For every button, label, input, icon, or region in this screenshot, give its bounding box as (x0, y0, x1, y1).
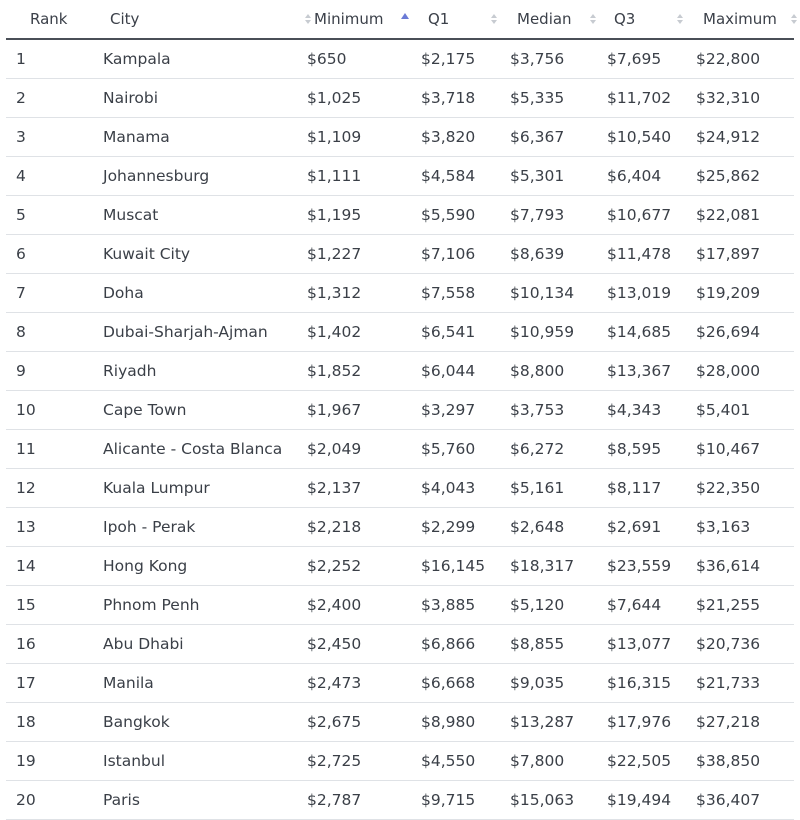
cell-q1: $7,106 (421, 235, 510, 274)
cell-minimum: $2,400 (307, 586, 421, 625)
cell-city: Istanbul (103, 742, 307, 781)
cell-q3: $11,702 (607, 79, 696, 118)
cell-q1: $5,760 (421, 430, 510, 469)
table-row (6, 235, 794, 274)
sort-icon[interactable] (491, 14, 497, 24)
cell-median: $6,272 (510, 430, 607, 469)
cell-minimum: $1,312 (307, 274, 421, 313)
cell-rank: 8 (6, 313, 103, 352)
cell-maximum: $32,310 (696, 79, 794, 118)
cell-median: $10,134 (510, 274, 607, 313)
cell-city: Cape Town (103, 391, 307, 430)
cell-city: Bangkok (103, 703, 307, 742)
column-header-label: Maximum (703, 10, 777, 28)
cell-q3: $13,019 (607, 274, 696, 313)
cell-rank: 16 (6, 625, 103, 664)
table-row (6, 625, 794, 664)
column-header-label: City (110, 10, 140, 28)
cell-rank: 3 (6, 118, 103, 157)
column-header-label: Q3 (614, 10, 636, 28)
cell-q1: $7,558 (421, 274, 510, 313)
cell-city: Nairobi (103, 79, 307, 118)
cell-city: Abu Dhabi (103, 625, 307, 664)
cell-median: $9,035 (510, 664, 607, 703)
cell-q3: $7,695 (607, 39, 696, 79)
cell-minimum: $2,049 (307, 430, 421, 469)
cell-q3: $13,077 (607, 625, 696, 664)
cell-median: $7,793 (510, 196, 607, 235)
cell-median: $13,287 (510, 703, 607, 742)
column-header-maximum[interactable] (696, 0, 794, 39)
cell-minimum: $2,787 (307, 781, 421, 820)
cell-q3: $7,644 (607, 586, 696, 625)
cell-rank: 1 (6, 39, 103, 79)
cell-rank: 13 (6, 508, 103, 547)
cell-maximum: $36,614 (696, 547, 794, 586)
cell-city: Doha (103, 274, 307, 313)
cell-rank: 2 (6, 79, 103, 118)
table-row (6, 196, 794, 235)
cell-median: $8,855 (510, 625, 607, 664)
cell-q3: $17,976 (607, 703, 696, 742)
cell-minimum: $1,109 (307, 118, 421, 157)
cell-q1: $3,297 (421, 391, 510, 430)
cell-rank: 15 (6, 586, 103, 625)
cell-rank: 9 (6, 352, 103, 391)
table-row (6, 508, 794, 547)
cell-maximum: $24,912 (696, 118, 794, 157)
table-row (6, 781, 794, 820)
cell-q3: $22,505 (607, 742, 696, 781)
column-header-minimum[interactable] (307, 0, 421, 39)
sort-icon[interactable] (677, 14, 683, 24)
cell-rank: 12 (6, 469, 103, 508)
cell-city: Hong Kong (103, 547, 307, 586)
cell-median: $6,367 (510, 118, 607, 157)
cell-q1: $4,550 (421, 742, 510, 781)
cell-median: $3,756 (510, 39, 607, 79)
table-row (6, 391, 794, 430)
cell-median: $5,335 (510, 79, 607, 118)
table-row (6, 79, 794, 118)
cell-rank: 10 (6, 391, 103, 430)
cell-rank: 14 (6, 547, 103, 586)
cell-maximum: $22,350 (696, 469, 794, 508)
cell-q3: $8,595 (607, 430, 696, 469)
cell-median: $8,800 (510, 352, 607, 391)
cell-q3: $8,117 (607, 469, 696, 508)
cell-minimum: $2,137 (307, 469, 421, 508)
cell-maximum: $25,862 (696, 157, 794, 196)
cell-rank: 20 (6, 781, 103, 820)
cell-median: $5,301 (510, 157, 607, 196)
cell-minimum: $2,675 (307, 703, 421, 742)
table-body (6, 39, 794, 820)
table-row (6, 157, 794, 196)
cell-minimum: $2,473 (307, 664, 421, 703)
cell-maximum: $22,081 (696, 196, 794, 235)
cell-minimum: $2,450 (307, 625, 421, 664)
cell-q1: $5,590 (421, 196, 510, 235)
cell-maximum: $10,467 (696, 430, 794, 469)
cell-rank: 5 (6, 196, 103, 235)
table-row (6, 664, 794, 703)
column-header-median[interactable] (510, 0, 607, 39)
table-row (6, 469, 794, 508)
cell-city: Johannesburg (103, 157, 307, 196)
cell-rank: 7 (6, 274, 103, 313)
cell-q1: $3,885 (421, 586, 510, 625)
table-row (6, 586, 794, 625)
column-header-label: Median (517, 10, 572, 28)
cell-maximum: $5,401 (696, 391, 794, 430)
table-row (6, 547, 794, 586)
cell-q3: $16,315 (607, 664, 696, 703)
cell-q3: $10,540 (607, 118, 696, 157)
data-table-container (6, 0, 794, 820)
cell-q1: $2,175 (421, 39, 510, 79)
cell-rank: 6 (6, 235, 103, 274)
cell-q3: $4,343 (607, 391, 696, 430)
cell-maximum: $21,255 (696, 586, 794, 625)
cell-q3: $6,404 (607, 157, 696, 196)
cell-minimum: $1,195 (307, 196, 421, 235)
cell-rank: 19 (6, 742, 103, 781)
cell-minimum: $1,111 (307, 157, 421, 196)
cell-city: Phnom Penh (103, 586, 307, 625)
cell-maximum: $28,000 (696, 352, 794, 391)
table-row (6, 430, 794, 469)
column-header-q1[interactable] (421, 0, 510, 39)
cell-rank: 11 (6, 430, 103, 469)
cell-city: Ipoh - Perak (103, 508, 307, 547)
cell-q1: $9,715 (421, 781, 510, 820)
cell-q3: $13,367 (607, 352, 696, 391)
cell-maximum: $17,897 (696, 235, 794, 274)
column-header-rank (6, 0, 103, 39)
cell-minimum: $1,402 (307, 313, 421, 352)
cell-city: Dubai-Sharjah-Ajman (103, 313, 307, 352)
cell-q3: $19,494 (607, 781, 696, 820)
cell-minimum: $1,227 (307, 235, 421, 274)
table-row (6, 274, 794, 313)
cell-median: $5,161 (510, 469, 607, 508)
cell-rank: 17 (6, 664, 103, 703)
cell-maximum: $26,694 (696, 313, 794, 352)
table-row (6, 703, 794, 742)
table-row (6, 742, 794, 781)
cell-median: $3,753 (510, 391, 607, 430)
cell-city: Kampala (103, 39, 307, 79)
cell-minimum: $2,725 (307, 742, 421, 781)
cell-q3: $23,559 (607, 547, 696, 586)
cell-q1: $2,299 (421, 508, 510, 547)
cell-city: Paris (103, 781, 307, 820)
cell-maximum: $22,800 (696, 39, 794, 79)
cell-city: Kuwait City (103, 235, 307, 274)
cell-median: $5,120 (510, 586, 607, 625)
cell-q1: $6,668 (421, 664, 510, 703)
cell-city: Kuala Lumpur (103, 469, 307, 508)
cell-city: Manama (103, 118, 307, 157)
table-row (6, 118, 794, 157)
cell-maximum: $36,407 (696, 781, 794, 820)
cell-minimum: $1,852 (307, 352, 421, 391)
column-header-label: Rank (30, 10, 68, 28)
cell-city: Riyadh (103, 352, 307, 391)
cell-q1: $3,820 (421, 118, 510, 157)
cell-q1: $8,980 (421, 703, 510, 742)
cell-q1: $6,866 (421, 625, 510, 664)
city-cost-table (6, 0, 794, 820)
cell-median: $10,959 (510, 313, 607, 352)
cell-rank: 4 (6, 157, 103, 196)
cell-minimum: $650 (307, 39, 421, 79)
table-row (6, 313, 794, 352)
cell-minimum: $2,218 (307, 508, 421, 547)
cell-q1: $6,044 (421, 352, 510, 391)
cell-q3: $14,685 (607, 313, 696, 352)
cell-minimum: $2,252 (307, 547, 421, 586)
header-row (6, 0, 794, 39)
table-row (6, 352, 794, 391)
cell-maximum: $38,850 (696, 742, 794, 781)
cell-maximum: $19,209 (696, 274, 794, 313)
cell-maximum: $27,218 (696, 703, 794, 742)
cell-q3: $11,478 (607, 235, 696, 274)
column-header-label: Minimum (314, 10, 384, 28)
cell-maximum: $3,163 (696, 508, 794, 547)
table-header (6, 0, 794, 39)
cell-q1: $4,043 (421, 469, 510, 508)
cell-q1: $4,584 (421, 157, 510, 196)
cell-city: Manila (103, 664, 307, 703)
sort-ascending-icon[interactable] (401, 13, 409, 19)
cell-maximum: $20,736 (696, 625, 794, 664)
cell-maximum: $21,733 (696, 664, 794, 703)
table-row (6, 39, 794, 79)
cell-q1: $6,541 (421, 313, 510, 352)
cell-median: $18,317 (510, 547, 607, 586)
cell-q1: $3,718 (421, 79, 510, 118)
cell-median: $2,648 (510, 508, 607, 547)
cell-median: $15,063 (510, 781, 607, 820)
cell-q3: $10,677 (607, 196, 696, 235)
cell-minimum: $1,025 (307, 79, 421, 118)
column-header-q3[interactable] (607, 0, 696, 39)
column-header-city[interactable] (103, 0, 307, 39)
sort-icon[interactable] (590, 14, 596, 24)
sort-icon[interactable] (791, 14, 797, 24)
cell-city: Alicante - Costa Blanca (103, 430, 307, 469)
cell-median: $7,800 (510, 742, 607, 781)
cell-q3: $2,691 (607, 508, 696, 547)
cell-minimum: $1,967 (307, 391, 421, 430)
column-header-label: Q1 (428, 10, 450, 28)
cell-median: $8,639 (510, 235, 607, 274)
cell-city: Muscat (103, 196, 307, 235)
cell-q1: $16,145 (421, 547, 510, 586)
cell-rank: 18 (6, 703, 103, 742)
